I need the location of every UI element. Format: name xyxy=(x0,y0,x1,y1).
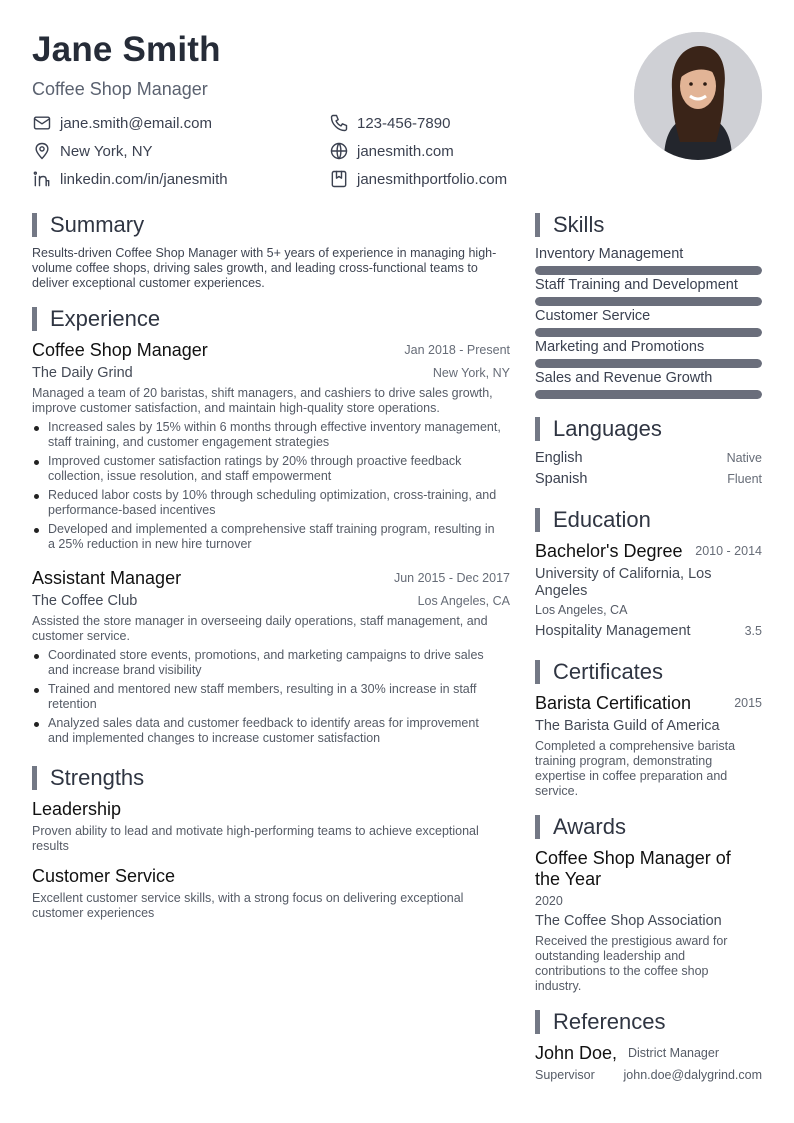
certificate-description: Completed a comprehensive barista training program, demonstrating expertise in coffee preparation and service. xyxy=(535,739,736,798)
section-title-awards: Awards xyxy=(535,814,626,840)
job-location: Los Angeles, CA xyxy=(417,594,510,608)
certificate-year: 2015 xyxy=(734,696,762,710)
contact-location: New York, NY xyxy=(32,140,153,162)
section-title-summary: Summary xyxy=(32,212,144,238)
language-row xyxy=(535,450,762,466)
certificate-issuer: The Barista Guild of America xyxy=(535,718,720,734)
award-description: Received the prestigious award for outstanding leadership and contributions to the coffee shop industry. xyxy=(535,934,728,993)
award-issuer: The Coffee Shop Association xyxy=(535,913,722,929)
job-dates: Jun 2015 - Dec 2017 xyxy=(393,571,510,585)
skill-level-fill xyxy=(535,359,762,368)
phone-icon xyxy=(329,113,349,133)
skill-name: Customer Service xyxy=(535,308,651,324)
strength-name: Leadership xyxy=(32,799,122,819)
section-accent-bar xyxy=(535,660,540,684)
reference-name: John Doe, xyxy=(535,1043,618,1063)
language-level: Fluent xyxy=(727,472,762,486)
section-accent-bar xyxy=(32,213,37,237)
strength-name: Customer Service xyxy=(32,866,176,886)
list-item: Analyzed sales data and customer feedback to identify areas for improvement and implemented changes to increase customer satisfaction xyxy=(32,716,502,746)
contact-phone[interactable]: 123-456-7890 xyxy=(329,112,450,134)
skill-level-bar xyxy=(535,297,762,306)
strength-text: Proven ability to lead and motivate high-performing teams to achieve exceptional results xyxy=(32,824,479,853)
linkedin-icon xyxy=(32,169,52,189)
skill-level-bar xyxy=(535,390,762,399)
education-school: University of California, Los Angeles xyxy=(535,566,712,599)
skill-name: Sales and Revenue Growth xyxy=(535,370,713,386)
portfolio-icon xyxy=(329,169,349,189)
section-accent-bar xyxy=(535,213,540,237)
section-title-certificates: Certificates xyxy=(535,659,663,685)
job-company: The Coffee Club xyxy=(32,593,138,609)
globe-icon xyxy=(329,141,349,161)
contact-website[interactable]: janesmith.com xyxy=(329,140,454,162)
skill-level-bar xyxy=(535,359,762,368)
reference-relation: Supervisor xyxy=(535,1068,595,1082)
list-item: Increased sales by 15% within 6 months through effective inventory management, staff training, and customer engagement strategies xyxy=(32,420,502,450)
job-dates: Jan 2018 - Present xyxy=(404,343,510,357)
reference-role: District Manager xyxy=(628,1046,719,1060)
skill-name: Marketing and Promotions xyxy=(535,339,705,355)
list-item: Improved customer satisfaction ratings by 20% through proactive feedback collection, issue resolution, and staff empowerment xyxy=(32,454,502,484)
mail-icon xyxy=(32,113,52,133)
job-achievements xyxy=(32,648,502,750)
section-title-skills: Skills xyxy=(535,212,604,238)
list-item: Reduced labor costs by 10% through scheduling optimization, cross-training, and performance-based incentives xyxy=(32,488,502,518)
skill-level-fill xyxy=(535,297,762,306)
section-title-education: Education xyxy=(535,507,651,533)
education-gpa: 3.5 xyxy=(744,624,762,638)
candidate-headline: Coffee Shop Manager xyxy=(32,79,208,99)
list-item: Coordinated store events, promotions, and marketing campaigns to drive sales and increase brand visibility xyxy=(32,648,502,678)
profile-photo xyxy=(634,32,762,160)
award-name: Coffee Shop Manager of the Year xyxy=(535,848,731,889)
summary-text: Results-driven Coffee Shop Manager with 5+ years of experience in managing high-volume coffee shops, driving sales growth, and leading cross-functional teams to deliver exceptional customer experiences. xyxy=(32,246,497,290)
section-accent-bar xyxy=(32,307,37,331)
skill-level-bar xyxy=(535,328,762,337)
section-accent-bar xyxy=(535,417,540,441)
job-achievements xyxy=(32,420,502,556)
list-item: Trained and mentored new staff members, resulting in a 30% increase in staff retention xyxy=(32,682,502,712)
contact-email[interactable]: jane.smith@email.com xyxy=(32,112,212,134)
section-accent-bar xyxy=(535,508,540,532)
section-accent-bar xyxy=(535,1010,540,1034)
skill-level-bar xyxy=(535,266,762,275)
skill-name: Inventory Management xyxy=(535,246,684,262)
strength-text: Excellent customer service skills, with a strong focus on delivering exceptional customer experiences xyxy=(32,891,464,920)
candidate-name: Jane Smith xyxy=(32,30,221,69)
contact-linkedin[interactable]: linkedin.com/in/janesmith xyxy=(32,168,228,190)
job-location: New York, NY xyxy=(432,366,510,380)
education-degree: Bachelor's Degree xyxy=(535,541,683,561)
job-company: The Daily Grind xyxy=(32,365,133,381)
section-title-strengths: Strengths xyxy=(32,765,144,791)
job-role: Coffee Shop Manager xyxy=(32,340,208,360)
skill-level-fill xyxy=(535,328,762,337)
skill-level-fill xyxy=(535,390,762,399)
location-pin-icon xyxy=(32,141,52,161)
job-description: Managed a team of 20 baristas, shift managers, and cashiers to drive sales growth, improve customer satisfaction, and maintain high-quality store operations. xyxy=(32,386,493,415)
list-item: Developed and implemented a comprehensive staff training program, resulting in a 25% reduction in new hire turnover xyxy=(32,522,502,552)
award-year: 2020 xyxy=(535,894,563,908)
education-field: Hospitality Management xyxy=(535,623,691,639)
section-title-references: References xyxy=(535,1009,666,1035)
skill-level-fill xyxy=(535,266,762,275)
section-accent-bar xyxy=(535,815,540,839)
language-level: Native xyxy=(726,451,762,465)
language-row xyxy=(535,471,762,487)
section-title-languages: Languages xyxy=(535,416,662,442)
education-location: Los Angeles, CA xyxy=(535,603,628,617)
certificate-name: Barista Certification xyxy=(535,693,692,713)
language-name: Spanish xyxy=(535,471,588,487)
reference-email[interactable]: john.doe@dalygrind.com xyxy=(623,1068,762,1082)
section-title-experience: Experience xyxy=(32,306,160,332)
education-dates: 2010 - 2014 xyxy=(695,544,762,558)
section-accent-bar xyxy=(32,766,37,790)
contact-portfolio[interactable]: janesmithportfolio.com xyxy=(329,168,507,190)
language-name: English xyxy=(535,450,583,466)
skill-name: Staff Training and Development xyxy=(535,277,738,293)
job-description: Assisted the store manager in overseeing daily operations, staff management, and customer service. xyxy=(32,614,488,643)
job-role: Assistant Manager xyxy=(32,568,182,588)
